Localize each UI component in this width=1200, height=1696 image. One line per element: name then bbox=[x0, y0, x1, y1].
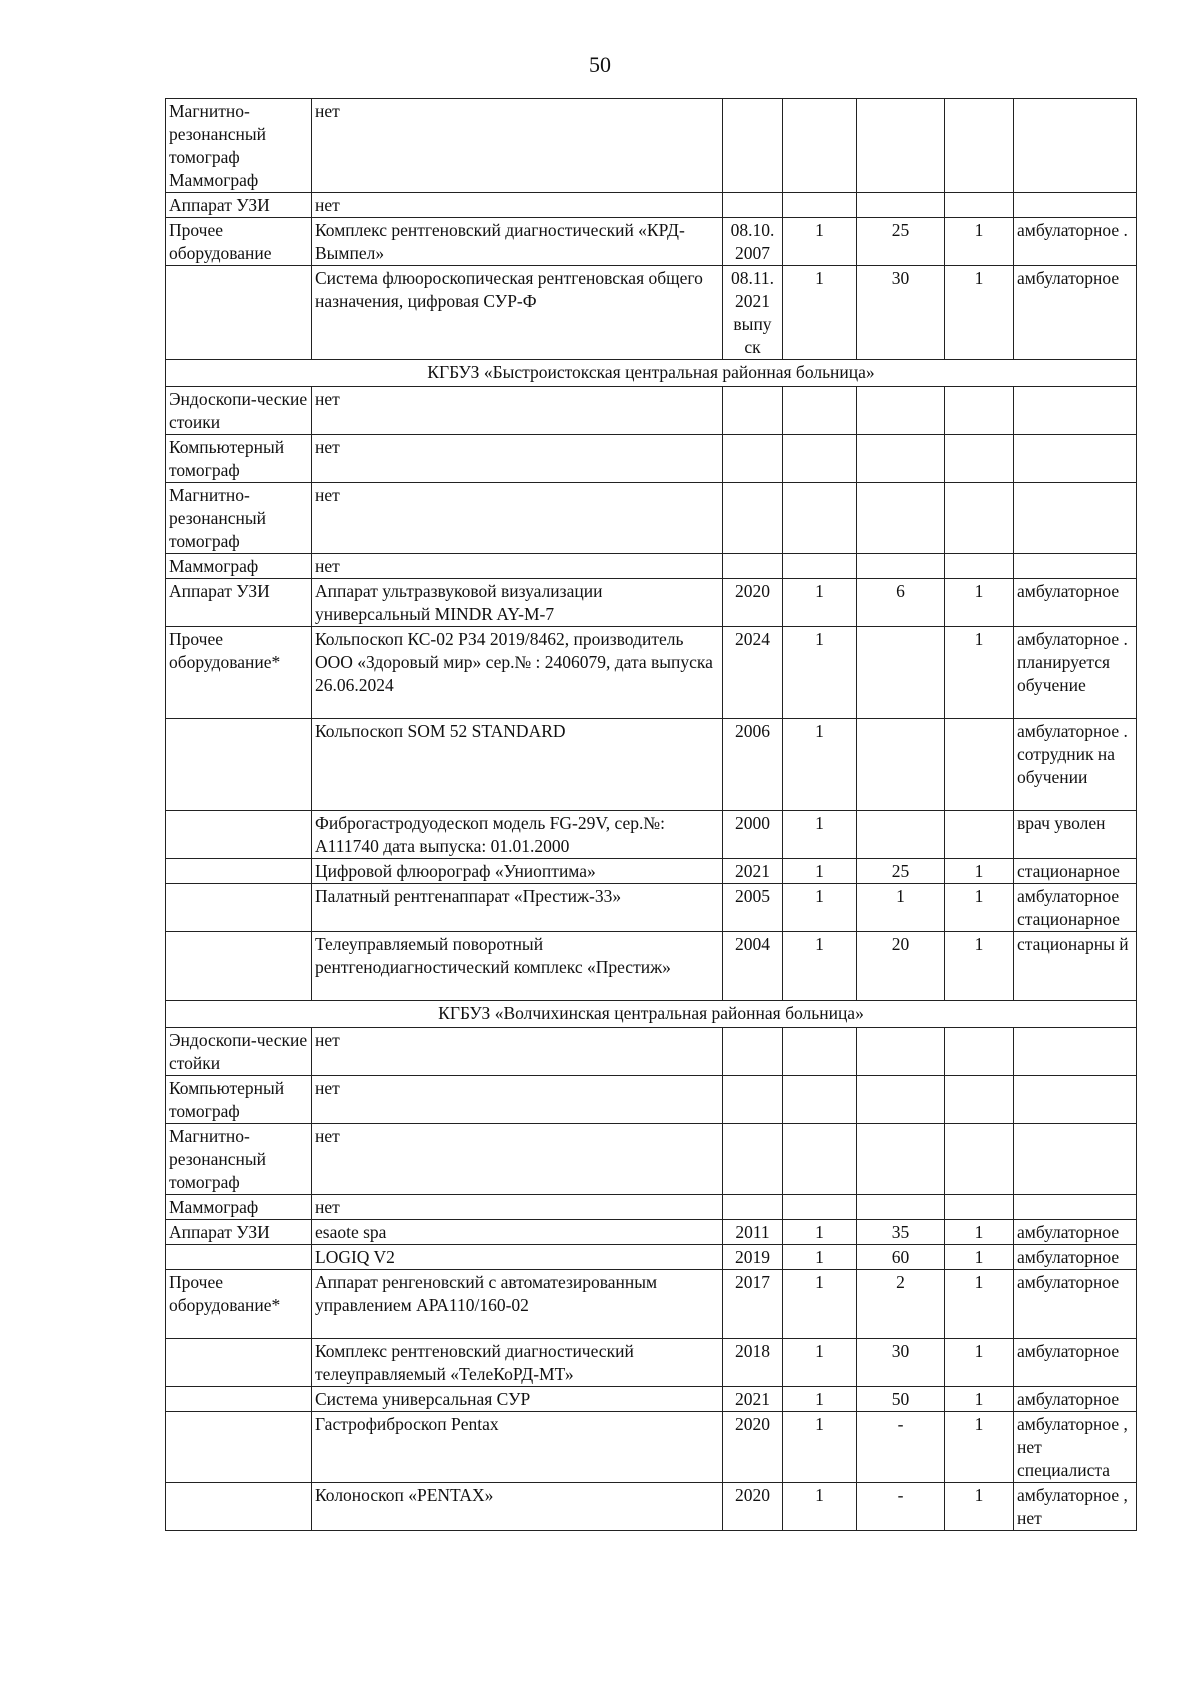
year-cell bbox=[723, 387, 783, 435]
table-row bbox=[166, 579, 1137, 627]
wear-cell bbox=[857, 1124, 945, 1195]
quantity-cell: 1 bbox=[783, 266, 857, 360]
category-cell bbox=[166, 1339, 312, 1387]
equipment-name-cell: Система флюороскопическая рентгеновская общего назначения, цифровая СУР-Ф bbox=[312, 266, 723, 360]
equipment-name-cell: Аппарат ультразвуковой визуализации универсальный MINDR AY-M-7 bbox=[312, 579, 723, 627]
equipment-name-cell: нет bbox=[312, 1028, 723, 1076]
equipment-table bbox=[165, 98, 1137, 1531]
mode-cell: амбулаторное bbox=[1014, 579, 1137, 627]
mode-cell bbox=[1014, 193, 1137, 218]
wear-cell: - bbox=[857, 1483, 945, 1531]
wear-cell bbox=[857, 387, 945, 435]
quantity-cell: 1 bbox=[783, 859, 857, 884]
year-cell bbox=[723, 99, 783, 193]
wear-cell: 30 bbox=[857, 266, 945, 360]
equipment-name-cell: нет bbox=[312, 1124, 723, 1195]
category-cell: Эндоскопи-ческие стоики bbox=[166, 387, 312, 435]
year-cell: 08.10. 2007 bbox=[723, 218, 783, 266]
wear-cell bbox=[857, 483, 945, 554]
category-cell: Прочее оборудование* bbox=[166, 627, 312, 719]
table-row bbox=[166, 1270, 1137, 1339]
category-cell: Компьютерный томограф bbox=[166, 1076, 312, 1124]
year-cell: 2024 bbox=[723, 627, 783, 719]
table-row bbox=[166, 811, 1137, 859]
table-row bbox=[166, 627, 1137, 719]
category-cell bbox=[166, 1245, 312, 1270]
count-cell: 1 bbox=[945, 627, 1014, 719]
equipment-name-cell: Колоноскоп «PENTAX» bbox=[312, 1483, 723, 1531]
table-row bbox=[166, 932, 1137, 1001]
table-row bbox=[166, 1028, 1137, 1076]
equipment-name-cell: нет bbox=[312, 99, 723, 193]
quantity-cell bbox=[783, 435, 857, 483]
equipment-name-cell: Палатный рентгенаппарат «Престиж-33» bbox=[312, 884, 723, 932]
count-cell bbox=[945, 811, 1014, 859]
category-cell: Эндоскопи-ческие стойки bbox=[166, 1028, 312, 1076]
mode-cell: амбулаторное bbox=[1014, 1387, 1137, 1412]
year-cell bbox=[723, 483, 783, 554]
table-row bbox=[166, 884, 1137, 932]
section-row bbox=[166, 360, 1137, 387]
year-cell: 2004 bbox=[723, 932, 783, 1001]
quantity-cell: 1 bbox=[783, 579, 857, 627]
equipment-name-cell: Цифровой флюорограф «Униоптима» bbox=[312, 859, 723, 884]
quantity-cell bbox=[783, 1195, 857, 1220]
wear-cell: 30 bbox=[857, 1339, 945, 1387]
year-cell: 2000 bbox=[723, 811, 783, 859]
mode-cell: амбулаторное . сотрудник на обучении bbox=[1014, 719, 1137, 811]
category-cell: Аппарат УЗИ bbox=[166, 579, 312, 627]
quantity-cell bbox=[783, 1076, 857, 1124]
quantity-cell: 1 bbox=[783, 932, 857, 1001]
mode-cell: амбулаторное , нет bbox=[1014, 1483, 1137, 1531]
equipment-name-cell: Система универсальная СУР bbox=[312, 1387, 723, 1412]
count-cell bbox=[945, 554, 1014, 579]
table-row bbox=[166, 483, 1137, 554]
count-cell: 1 bbox=[945, 1387, 1014, 1412]
count-cell bbox=[945, 483, 1014, 554]
count-cell bbox=[945, 387, 1014, 435]
wear-cell: - bbox=[857, 1412, 945, 1483]
mode-cell bbox=[1014, 435, 1137, 483]
section-title: КГБУЗ «Волчихинская центральная районная больница» bbox=[166, 1001, 1137, 1028]
wear-cell bbox=[857, 1076, 945, 1124]
wear-cell: 50 bbox=[857, 1387, 945, 1412]
mode-cell bbox=[1014, 1195, 1137, 1220]
table-row bbox=[166, 1245, 1137, 1270]
mode-cell bbox=[1014, 554, 1137, 579]
quantity-cell bbox=[783, 193, 857, 218]
year-cell bbox=[723, 1195, 783, 1220]
wear-cell bbox=[857, 435, 945, 483]
mode-cell bbox=[1014, 387, 1137, 435]
count-cell: 1 bbox=[945, 884, 1014, 932]
year-cell: 2021 bbox=[723, 859, 783, 884]
count-cell: 1 bbox=[945, 1245, 1014, 1270]
wear-cell: 25 bbox=[857, 218, 945, 266]
table-row bbox=[166, 859, 1137, 884]
year-cell bbox=[723, 1028, 783, 1076]
count-cell: 1 bbox=[945, 218, 1014, 266]
category-cell: Аппарат УЗИ bbox=[166, 1220, 312, 1245]
category-cell bbox=[166, 266, 312, 360]
category-cell: Магнитно-резонансный томограф bbox=[166, 483, 312, 554]
count-cell bbox=[945, 193, 1014, 218]
quantity-cell: 1 bbox=[783, 218, 857, 266]
wear-cell bbox=[857, 554, 945, 579]
count-cell bbox=[945, 435, 1014, 483]
mode-cell: амбулаторное bbox=[1014, 1339, 1137, 1387]
quantity-cell: 1 bbox=[783, 884, 857, 932]
mode-cell bbox=[1014, 1076, 1137, 1124]
table-row bbox=[166, 1483, 1137, 1531]
mode-cell: стационарны й bbox=[1014, 932, 1137, 1001]
table-row bbox=[166, 435, 1137, 483]
equipment-name-cell: Гастрофиброскоп Pentax bbox=[312, 1412, 723, 1483]
wear-cell: 25 bbox=[857, 859, 945, 884]
wear-cell: 6 bbox=[857, 579, 945, 627]
category-cell: Маммограф bbox=[166, 1195, 312, 1220]
mode-cell: амбулаторное bbox=[1014, 1270, 1137, 1339]
count-cell: 1 bbox=[945, 1220, 1014, 1245]
quantity-cell: 1 bbox=[783, 1339, 857, 1387]
year-cell bbox=[723, 1076, 783, 1124]
year-cell bbox=[723, 554, 783, 579]
count-cell bbox=[945, 1076, 1014, 1124]
table-row bbox=[166, 1339, 1137, 1387]
quantity-cell: 1 bbox=[783, 1412, 857, 1483]
category-cell: Аппарат УЗИ bbox=[166, 193, 312, 218]
table-row bbox=[166, 719, 1137, 811]
mode-cell: стационарное bbox=[1014, 859, 1137, 884]
equipment-name-cell: нет bbox=[312, 554, 723, 579]
year-cell: 2020 bbox=[723, 579, 783, 627]
equipment-name-cell: нет bbox=[312, 1076, 723, 1124]
equipment-name-cell: Комплекс рентгеновский диагностический телеуправляемый «ТелеКоРД-МТ» bbox=[312, 1339, 723, 1387]
year-cell: 08.11. 2021 выпу ск bbox=[723, 266, 783, 360]
year-cell: 2005 bbox=[723, 884, 783, 932]
wear-cell bbox=[857, 193, 945, 218]
year-cell: 2021 bbox=[723, 1387, 783, 1412]
table-row bbox=[166, 1412, 1137, 1483]
quantity-cell: 1 bbox=[783, 811, 857, 859]
count-cell bbox=[945, 1124, 1014, 1195]
equipment-name-cell: Аппарат ренгеновский с автоматезированным управлением АРА110/160-02 bbox=[312, 1270, 723, 1339]
wear-cell: 60 bbox=[857, 1245, 945, 1270]
wear-cell bbox=[857, 719, 945, 811]
year-cell bbox=[723, 193, 783, 218]
table-row bbox=[166, 1387, 1137, 1412]
equipment-name-cell: Телеуправляемый поворотный рентгенодиагностический комплекс «Престиж» bbox=[312, 932, 723, 1001]
wear-cell: 20 bbox=[857, 932, 945, 1001]
wear-cell: 1 bbox=[857, 884, 945, 932]
quantity-cell: 1 bbox=[783, 1270, 857, 1339]
quantity-cell bbox=[783, 99, 857, 193]
section-title: КГБУЗ «Быстроистокская центральная районная больница» bbox=[166, 360, 1137, 387]
quantity-cell bbox=[783, 483, 857, 554]
table-row bbox=[166, 1195, 1137, 1220]
equipment-name-cell: Комплекс рентгеновский диагностический «КРД-Вымпел» bbox=[312, 218, 723, 266]
mode-cell bbox=[1014, 99, 1137, 193]
quantity-cell bbox=[783, 387, 857, 435]
count-cell bbox=[945, 1028, 1014, 1076]
wear-cell bbox=[857, 99, 945, 193]
year-cell: 2018 bbox=[723, 1339, 783, 1387]
equipment-name-cell: нет bbox=[312, 1195, 723, 1220]
year-cell: 2020 bbox=[723, 1412, 783, 1483]
equipment-name-cell: Фиброгастродуодескоп модель FG-29V, сер.№: А111740 дата выпуска: 01.01.2000 bbox=[312, 811, 723, 859]
quantity-cell: 1 bbox=[783, 1387, 857, 1412]
wear-cell bbox=[857, 811, 945, 859]
count-cell: 1 bbox=[945, 859, 1014, 884]
mode-cell bbox=[1014, 1124, 1137, 1195]
category-cell bbox=[166, 1483, 312, 1531]
year-cell: 2017 bbox=[723, 1270, 783, 1339]
mode-cell: амбулаторное . bbox=[1014, 218, 1137, 266]
count-cell: 1 bbox=[945, 1483, 1014, 1531]
category-cell bbox=[166, 811, 312, 859]
year-cell bbox=[723, 435, 783, 483]
mode-cell: амбулаторное bbox=[1014, 1220, 1137, 1245]
table-row bbox=[166, 1220, 1137, 1245]
table-row bbox=[166, 1076, 1137, 1124]
table-row bbox=[166, 554, 1137, 579]
equipment-table-body bbox=[166, 99, 1137, 1531]
year-cell: 2006 bbox=[723, 719, 783, 811]
equipment-name-cell: LOGIQ V2 bbox=[312, 1245, 723, 1270]
quantity-cell bbox=[783, 1028, 857, 1076]
year-cell: 2020 bbox=[723, 1483, 783, 1531]
page-number: 50 bbox=[589, 52, 611, 77]
equipment-name-cell: нет bbox=[312, 483, 723, 554]
category-cell bbox=[166, 884, 312, 932]
count-cell: 1 bbox=[945, 1412, 1014, 1483]
quantity-cell bbox=[783, 1124, 857, 1195]
equipment-name-cell: Кольпоскоп КС-02 РЗ4 2019/8462, производитель ООО «Здоровый мир» сер.№ : 2406079, дата выпуска 26.06.2024 bbox=[312, 627, 723, 719]
wear-cell bbox=[857, 1028, 945, 1076]
equipment-name-cell: нет bbox=[312, 387, 723, 435]
wear-cell: 35 bbox=[857, 1220, 945, 1245]
section-row bbox=[166, 1001, 1137, 1028]
mode-cell: амбулаторное . планируется обучение bbox=[1014, 627, 1137, 719]
count-cell: 1 bbox=[945, 579, 1014, 627]
category-cell: Магнитно-резонансный томограф bbox=[166, 1124, 312, 1195]
wear-cell bbox=[857, 1195, 945, 1220]
mode-cell bbox=[1014, 483, 1137, 554]
year-cell: 2011 bbox=[723, 1220, 783, 1245]
quantity-cell: 1 bbox=[783, 1245, 857, 1270]
wear-cell: 2 bbox=[857, 1270, 945, 1339]
category-cell: Прочее оборудование* bbox=[166, 1270, 312, 1339]
quantity-cell: 1 bbox=[783, 1220, 857, 1245]
category-cell: Маммограф bbox=[166, 554, 312, 579]
table-row bbox=[166, 266, 1137, 360]
mode-cell: амбулаторное bbox=[1014, 1245, 1137, 1270]
quantity-cell: 1 bbox=[783, 1483, 857, 1531]
table-row bbox=[166, 193, 1137, 218]
table-row bbox=[166, 218, 1137, 266]
count-cell: 1 bbox=[945, 1270, 1014, 1339]
category-cell bbox=[166, 1412, 312, 1483]
equipment-name-cell: нет bbox=[312, 193, 723, 218]
category-cell: Компьютерный томограф bbox=[166, 435, 312, 483]
mode-cell: врач уволен bbox=[1014, 811, 1137, 859]
year-cell: 2019 bbox=[723, 1245, 783, 1270]
count-cell bbox=[945, 99, 1014, 193]
category-cell bbox=[166, 932, 312, 1001]
category-cell: Магнитно-резонансный томограф Маммограф bbox=[166, 99, 312, 193]
mode-cell bbox=[1014, 1028, 1137, 1076]
category-cell bbox=[166, 719, 312, 811]
quantity-cell bbox=[783, 554, 857, 579]
equipment-name-cell: esaote spa bbox=[312, 1220, 723, 1245]
count-cell: 1 bbox=[945, 266, 1014, 360]
mode-cell: амбулаторное стационарное bbox=[1014, 884, 1137, 932]
category-cell bbox=[166, 859, 312, 884]
count-cell: 1 bbox=[945, 1339, 1014, 1387]
count-cell bbox=[945, 719, 1014, 811]
count-cell: 1 bbox=[945, 932, 1014, 1001]
table-row bbox=[166, 99, 1137, 193]
equipment-name-cell: Кольпоскоп SOM 52 STANDARD bbox=[312, 719, 723, 811]
quantity-cell: 1 bbox=[783, 627, 857, 719]
count-cell bbox=[945, 1195, 1014, 1220]
mode-cell: амбулаторное bbox=[1014, 266, 1137, 360]
equipment-name-cell: нет bbox=[312, 435, 723, 483]
wear-cell bbox=[857, 627, 945, 719]
mode-cell: амбулаторное , нет специалиста bbox=[1014, 1412, 1137, 1483]
category-cell bbox=[166, 1387, 312, 1412]
year-cell bbox=[723, 1124, 783, 1195]
category-cell: Прочее оборудование bbox=[166, 218, 312, 266]
table-row bbox=[166, 1124, 1137, 1195]
table-row bbox=[166, 387, 1137, 435]
quantity-cell: 1 bbox=[783, 719, 857, 811]
